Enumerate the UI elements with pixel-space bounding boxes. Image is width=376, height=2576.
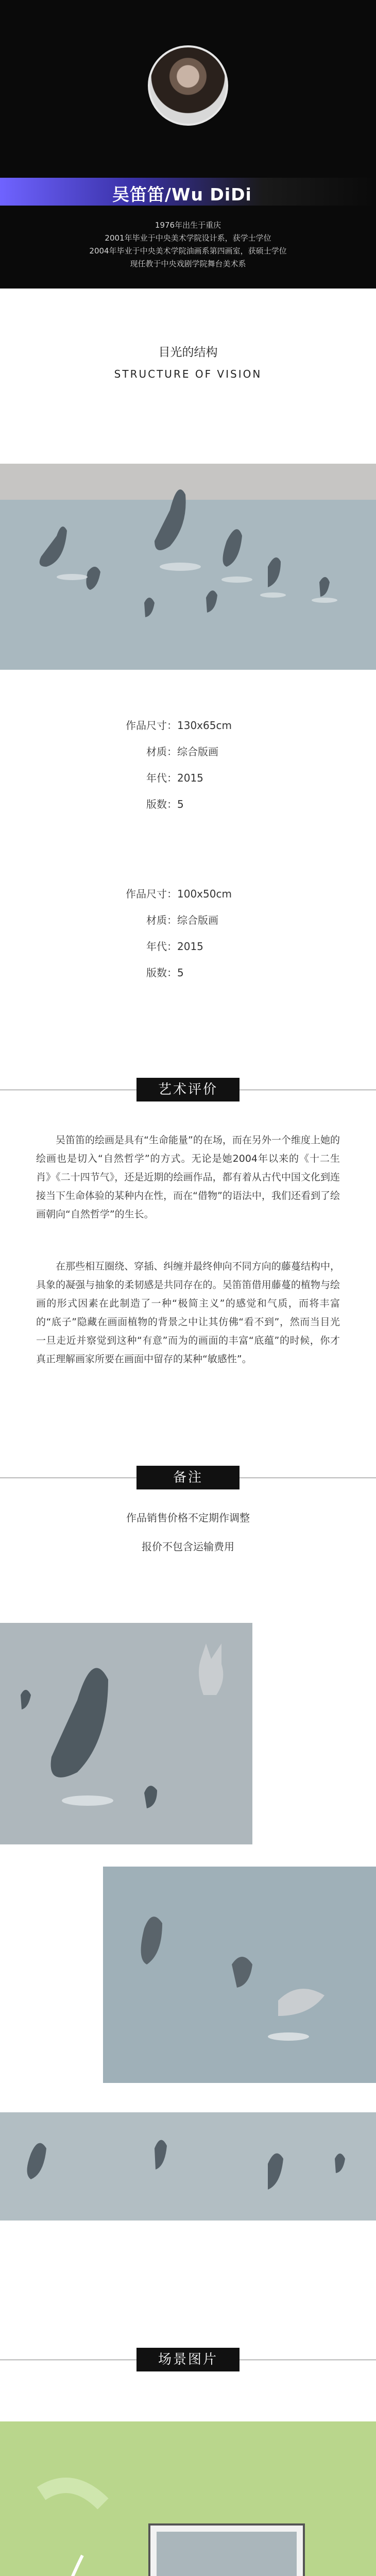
- notes-text: [0, 1503, 376, 1561]
- bio-line: 2001年毕业于中央美术学院设计系，获学士学位: [105, 233, 271, 243]
- note-line: 作品销售价格不定期作调整: [126, 1512, 250, 1524]
- section-heading-scene: 场景图片: [136, 2348, 240, 2371]
- spec-edition: 版数：5: [146, 967, 184, 979]
- scene-image: [0, 2421, 376, 2576]
- section-heading-review: 艺术评价: [136, 1078, 240, 1101]
- detail-image-3: [0, 2112, 376, 2221]
- bio-line: 2004年毕业于中央美术学院油画系第四画室，获硕士学位: [89, 246, 287, 256]
- artist-bio: [0, 219, 376, 270]
- detail-image-1: [0, 1623, 252, 1844]
- review-text-2: [36, 1257, 340, 1368]
- detail-image-2: [103, 1867, 376, 2083]
- note-line: 报价不包含运输费用: [142, 1540, 234, 1553]
- painting-image: [0, 464, 376, 670]
- spec-year: 年代：2015: [146, 940, 203, 953]
- spec-size: 作品尺寸：100x50cm: [126, 888, 232, 900]
- spec-year: 年代：2015: [146, 772, 203, 784]
- work-title: [0, 343, 376, 380]
- review-paragraph: 在那些相互圈绕、穿插、纠缠并最终伸向不同方向的藤蔓结构中，具象的凝强与抽象的柔韧感是共同存在的。吴笛笛借用藤蔓的植物与绘画的形式因素在此制造了一种“极简主义”的感觉和气质，而将丰富的“底子”隐藏在画面植物的背景之中让其仿佛“看不到”，然而当目光一旦走近并察觉到这种“有意”而为的画面的丰富“底蕴”的时候，你才真正理解画家所要在画面中留存的某种“敏感性”。: [36, 1261, 340, 1365]
- section-heading-notes: 备注: [136, 1466, 240, 1489]
- artist-name: 吴笛笛/Wu DiDi: [112, 184, 252, 205]
- artist-header: [0, 0, 376, 289]
- bio-line: 1976年出生于重庆: [155, 221, 221, 230]
- specs-block-2: [126, 881, 280, 986]
- review-text: [36, 1131, 340, 1224]
- specs-block-1: [126, 713, 280, 818]
- spec-material: 材质：综合版画: [146, 914, 218, 926]
- spec-size: 作品尺寸：130x65cm: [126, 719, 232, 732]
- bio-line: 现任教于中央戏剧学院舞台美术系: [130, 259, 246, 268]
- spec-edition: 版数：5: [146, 798, 184, 810]
- avatar: [148, 45, 228, 126]
- work-title-en: STRUCTURE OF VISION: [114, 368, 262, 380]
- review-paragraph: 吴笛笛的绘画是具有“生命能量”的在场，而在另外一个维度上她的绘画也是切入“自然哲学”的方式。无论是她2004年以来的《十二生肖》《二十四节气》，还是近期的绘画作品，都有着从古代中国文化到连接当下生命体验的某种内在性，而在“借物”的语法中，我们还看到了绘画朝向“自然哲学”的生长。: [36, 1134, 340, 1220]
- work-title-cn: 目光的结构: [158, 346, 218, 359]
- spec-material: 材质：综合版画: [146, 745, 218, 758]
